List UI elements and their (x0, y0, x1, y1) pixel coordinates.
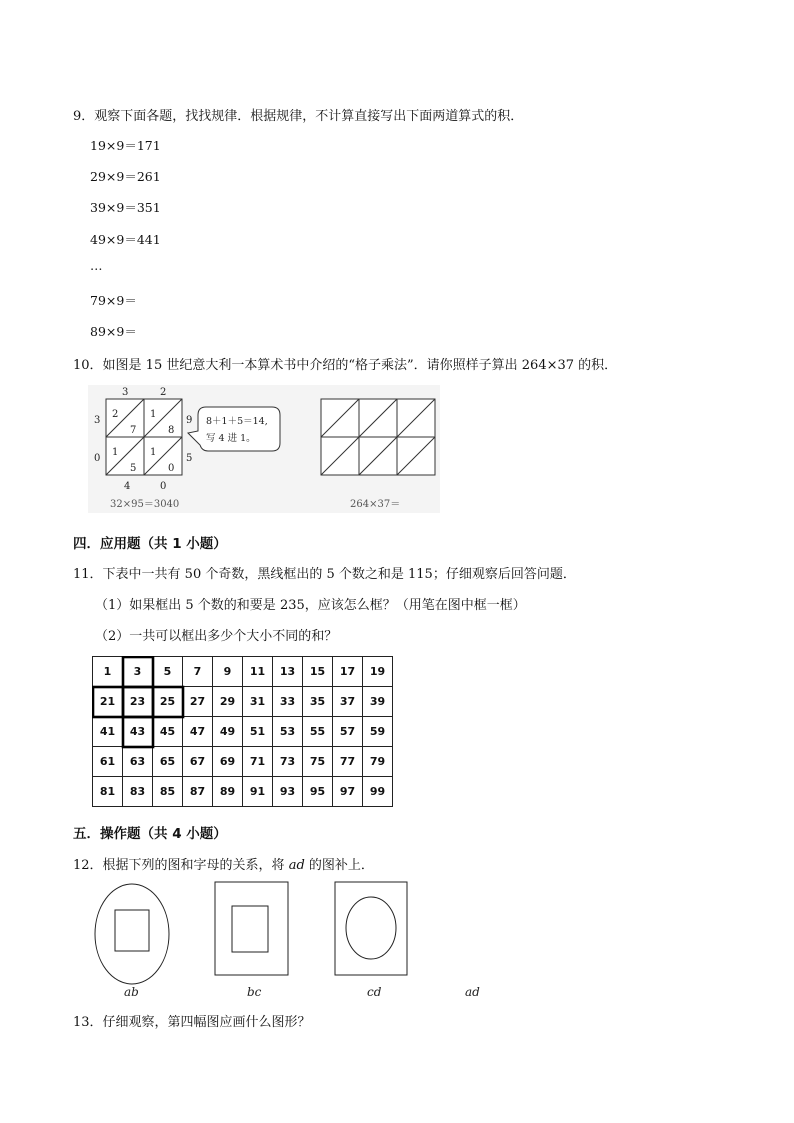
table-cell: 89 (213, 777, 243, 807)
q9-equation: 39×9＝351 (90, 200, 161, 215)
lattice-cell-digit: 5 (130, 463, 137, 474)
table-cell: 49 (213, 717, 243, 747)
table-cell: 7 (183, 657, 213, 687)
q9-text: 9．观察下面各题，找找规律．根据规律，不计算直接写出下面两道算式的积． (73, 109, 524, 124)
ellipse-shape (95, 884, 169, 984)
lattice-cell-digit: 1 (112, 447, 119, 458)
table-cell: 13 (273, 657, 303, 687)
square-shape (115, 910, 149, 951)
table-cell: 37 (333, 687, 363, 717)
q11-text: 11．下表中一共有 50 个奇数，黑线框出的 5 个数之和是 115；仔细观察后回答问题． (73, 567, 576, 582)
q11-subquestion-1: （1）如果框出 5 个数的和要是 235，应该怎么框？（用笔在图中框一框） (95, 598, 526, 613)
q9-equation: 49×9＝441 (90, 232, 161, 247)
lattice-cell-digit: 7 (130, 425, 137, 436)
table-cell: 31 (243, 687, 273, 717)
table-cell: 97 (333, 777, 363, 807)
exercise-caption: 264×37＝ (350, 499, 401, 510)
table-cell: 45 (153, 717, 183, 747)
q13-text: 13．仔细观察，第四幅图应画什么图形？ (73, 1015, 311, 1030)
table-cell: 73 (273, 747, 303, 777)
q9-equation: 89×9＝ (90, 324, 137, 339)
table-cell: 57 (333, 717, 363, 747)
table-cell: 83 (123, 777, 153, 807)
section-5-heading: 五．操作题（共 4 小题） (73, 826, 227, 842)
table-cell: 95 (303, 777, 333, 807)
lattice-top-digit: 2 (160, 387, 167, 398)
lattice-cell-digit: 1 (150, 447, 157, 458)
table-cell: 11 (243, 657, 273, 687)
table-cell: 65 (153, 747, 183, 777)
table-cell: 85 (153, 777, 183, 807)
figure-label: ab (124, 985, 139, 999)
table-cell: 3 (123, 657, 153, 687)
lattice-cell-digit: 0 (168, 463, 175, 474)
table-cell: 93 (273, 777, 303, 807)
q10-text: 10．如图是 15 世纪意大利一本算术书中介绍的“格子乘法”．请你照样子算出 264×37 的积． (73, 358, 618, 373)
table-cell: 41 (93, 717, 123, 747)
table-cell: 17 (333, 657, 363, 687)
q12-text-pre: 12．根据下列的图和字母的关系，将 (73, 858, 289, 873)
q12-text (73, 854, 374, 873)
figure-label: ad (465, 985, 480, 999)
table-cell: 81 (93, 777, 123, 807)
q12-text-variable: ad (288, 858, 305, 873)
table-cell: 63 (123, 747, 153, 777)
callout-bubble (188, 407, 280, 451)
lattice-left-digit: 0 (94, 453, 101, 464)
lattice-cell-digit: 1 (150, 409, 157, 420)
lattice-cell-digit: 2 (112, 409, 119, 420)
table-cell: 67 (183, 747, 213, 777)
q9-equation: 19×9＝171 (90, 138, 161, 153)
callout-text: 8＋1＋5＝14, (206, 416, 268, 427)
lattice-right-digit: 9 (186, 415, 193, 426)
q12-figures (90, 878, 510, 1008)
table-cell: 87 (183, 777, 213, 807)
lattice-bottom-digit: 0 (160, 481, 167, 492)
table-row (93, 777, 393, 807)
lattice-right-digit: 5 (186, 453, 193, 464)
table-cell: 21 (93, 687, 123, 717)
table-cell: 23 (123, 687, 153, 717)
table-cell: 39 (363, 687, 393, 717)
shape-relation-diagram (90, 878, 510, 1008)
table-cell: 61 (93, 747, 123, 777)
table-row (93, 717, 393, 747)
section-4-heading: 四．应用题（共 1 小题） (73, 536, 227, 552)
table-cell: 69 (213, 747, 243, 777)
table-cell: 33 (273, 687, 303, 717)
table-cell: 59 (363, 717, 393, 747)
table-row (93, 657, 393, 687)
table-cell: 55 (303, 717, 333, 747)
table-cell: 19 (363, 657, 393, 687)
table-cell: 75 (303, 747, 333, 777)
table-cell: 1 (93, 657, 123, 687)
lattice-cell-digit: 8 (168, 425, 175, 436)
table-cell: 53 (273, 717, 303, 747)
ellipse-shape (346, 897, 396, 959)
q10-figure (88, 385, 440, 513)
table-cell: 77 (333, 747, 363, 777)
table-cell: 99 (363, 777, 393, 807)
callout-text: 写 4 进 1。 (206, 433, 256, 444)
table-cell: 43 (123, 717, 153, 747)
q9-equation: 29×9＝261 (90, 169, 161, 184)
table-cell: 35 (303, 687, 333, 717)
lattice-example-diagram (88, 385, 440, 513)
table-cell: 47 (183, 717, 213, 747)
table-cell: 29 (213, 687, 243, 717)
table-row (93, 747, 393, 777)
figure-label: bc (247, 985, 262, 999)
table-row (93, 687, 393, 717)
table-cell: 25 (153, 687, 183, 717)
q12-text-post: 的图补上． (304, 858, 374, 873)
odd-number-table (92, 656, 393, 807)
square-shape (215, 882, 288, 975)
square-shape (232, 906, 268, 952)
table-cell: 15 (303, 657, 333, 687)
table-cell: 71 (243, 747, 273, 777)
lattice-bottom-digit: 4 (124, 481, 131, 492)
figure-label: cd (367, 985, 382, 999)
lattice-left-digit: 3 (94, 415, 101, 426)
lattice-top-digit: 3 (122, 387, 129, 398)
table-cell: 79 (363, 747, 393, 777)
table-cell: 9 (213, 657, 243, 687)
example-caption: 32×95＝3040 (110, 499, 180, 510)
table-cell: 5 (153, 657, 183, 687)
table-cell: 27 (183, 687, 213, 717)
table-cell: 91 (243, 777, 273, 807)
table-cell: 51 (243, 717, 273, 747)
q9-ellipsis: … (90, 258, 103, 273)
q9-equation: 79×9＝ (90, 293, 137, 308)
q11-subquestion-2: （2）一共可以框出多少个大小不同的和？ (95, 629, 338, 644)
